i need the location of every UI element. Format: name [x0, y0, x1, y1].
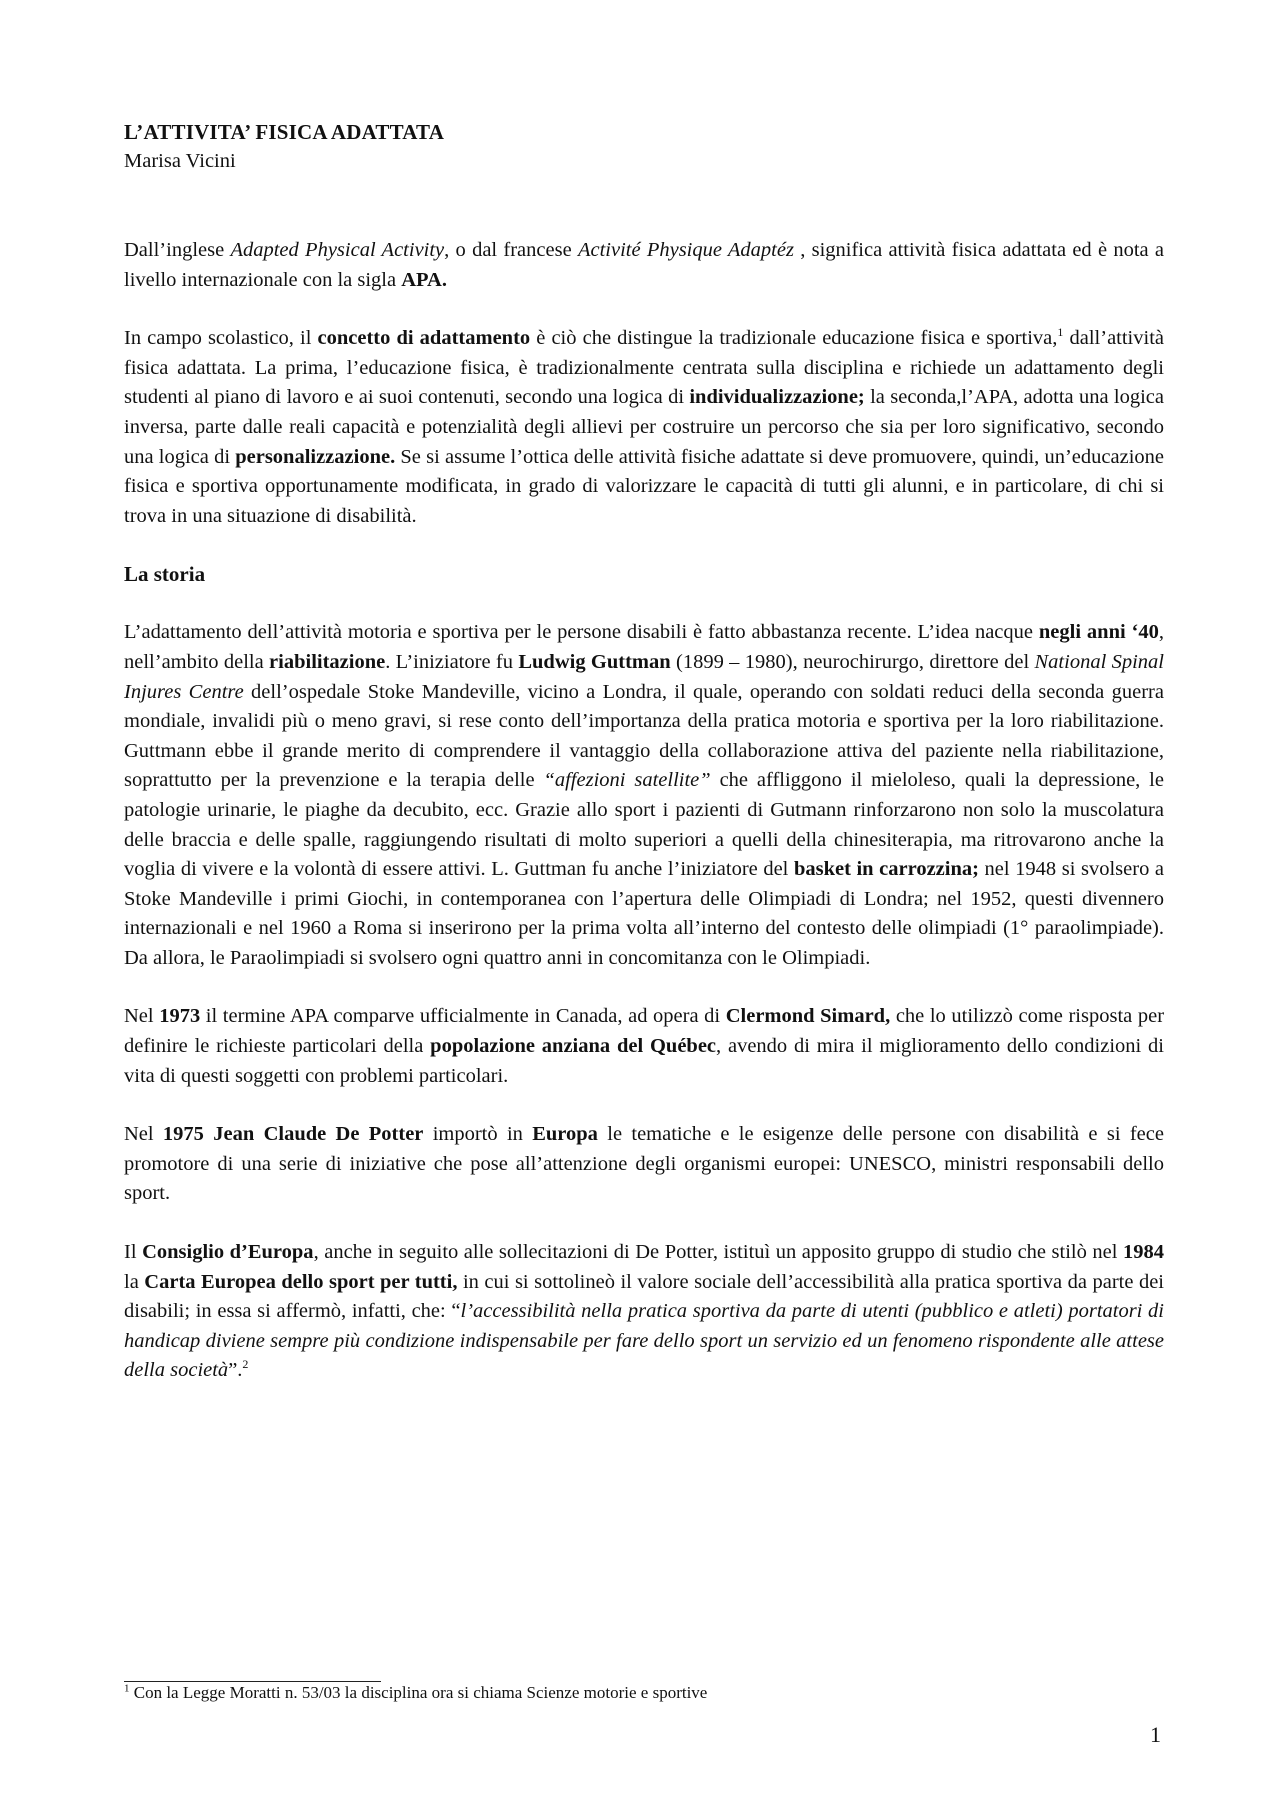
- footnote-divider: [124, 1681, 381, 1682]
- intro-paragraph: [124, 236, 1164, 295]
- section-heading: La storia: [124, 562, 206, 587]
- text-run: ”.: [228, 1359, 243, 1382]
- text-run: il termine APA comparve ufficialmente in Canada, ad opera di: [200, 1005, 726, 1028]
- bold-run: Consiglio d’Europa: [142, 1241, 314, 1264]
- bold-run: Carta Europea dello sport per tutti,: [144, 1270, 458, 1293]
- text-run: dell’ospedale Stoke Mandeville, vicino a Londra, il quale, operando con soldati reduci della seconda guerra mondiale, invalidi più o meno gravi, si rese conto dell’importanza della pratica motoria e sportiva per la loro riabilitazione. Guttmann ebbe il grande merito di comprendere il vantaggio della collaborazione attiva del paziente nella riabilitazione, soprattutto per la prevenzione e la terapia delle: [124, 680, 1164, 792]
- document-page: [124, 118, 1164, 1386]
- text-run: nel 1948 si svolsero a Stoke Mandeville i primi Giochi, in contemporanea con l’apertura delle Olimpiadi di Londra; nel 1952, questi divennero internazionali e nel 1960 a Roma si inserirono per la prima volta all’interno del contesto delle olimpiadi (1° paraolimpiade). Da allora, le Paraolimpiadi si svolsero ogni quattro anni in concomitanza con le Olimpiadi.: [124, 858, 1164, 969]
- council-paragraph: [124, 1238, 1164, 1386]
- footnote-text: Con la Legge Moratti n. 53/03 la disciplina ora si chiama Scienze motorie e sportive: [129, 1683, 708, 1702]
- europe-paragraph: [124, 1120, 1164, 1209]
- italic-run: National Spinal Injures Centre: [124, 650, 1165, 703]
- text-run: , anche in seguito alle sollecitazioni di De Potter, istituì un apposito gruppo di studio che stilò nel: [313, 1241, 1123, 1264]
- bold-run: concetto di adattamento: [317, 327, 531, 350]
- text-run: la seconda,l’APA, adotta una logica inversa, parte dalle reali capacità e potenzialità degli allievi per costruire un percorso che sia per loro significativo, secondo una logica di: [124, 386, 1164, 468]
- bold-run: 1973: [159, 1005, 201, 1028]
- author-name: Marisa Vicini: [124, 150, 236, 172]
- bold-run: Clermond Simard,: [725, 1005, 891, 1028]
- text-run: importò in: [423, 1123, 533, 1146]
- italic-run: Activité Physique Adaptéz: [577, 239, 794, 261]
- text-run: è ciò che distingue la tradizionale educazione fisica e sportiva,: [530, 327, 1058, 350]
- italic-quote: l’accessibilità nella pratica sportiva da parte di utenti (pubblico e atleti) portatori di handicap diviene sempre più condizione indispensabile per fare dello sport un servizio ed un fenomeno rispondente alle attese della società: [124, 1300, 1165, 1382]
- text-run: la: [124, 1270, 145, 1293]
- bold-run: 1975 Jean Claude De Potter: [162, 1123, 424, 1146]
- text-run: In campo scolastico, il: [124, 327, 318, 350]
- bold-run: APA.: [401, 268, 447, 291]
- bold-run: negli anni ‘40: [1038, 621, 1159, 644]
- footnote-ref[interactable]: 2: [242, 1357, 249, 1372]
- document-title: L’ATTIVITA’ FISICA ADATTATA: [124, 120, 445, 144]
- bold-run: 1984: [1123, 1241, 1164, 1264]
- text-run: le tematiche e le esigenze delle persone con disabilità e si fece promotore di una serie di iniziative che pose all’attenzione degli organismi europei: UNESCO, ministri responsabili dello sport.: [124, 1123, 1164, 1205]
- bold-run: popolazione anziana del Québec: [430, 1035, 717, 1058]
- text-run: dall’attività fisica adattata. La prima, l’educazione fisica, è tradizionalmente centrata sulla disciplina e richiede un adattamento degli studenti al piano di lavoro e ai suoi contenuti, secondo una logica di: [124, 327, 1164, 409]
- text-run: , avendo di mira il miglioramento dello condizioni di vita di questi soggetti con problemi particolari.: [124, 1035, 1165, 1087]
- text-run: Nel: [124, 1123, 163, 1146]
- text-run: , o dal francese: [444, 239, 578, 261]
- text-run: . L’iniziatore fu: [385, 650, 519, 673]
- footnote: [124, 1683, 707, 1703]
- school-paragraph: [124, 324, 1164, 531]
- footnote-ref[interactable]: 1: [1057, 325, 1064, 340]
- bold-run: Europa: [532, 1123, 598, 1146]
- bold-run: riabilitazione: [269, 650, 386, 673]
- bold-run: individualizzazione;: [689, 386, 865, 409]
- footnote-number: 1: [124, 1682, 130, 1695]
- bold-run: personalizzazione.: [235, 445, 396, 468]
- italic-run: Adapted Physical Activity: [230, 239, 445, 261]
- text-run: Dall’inglese: [124, 239, 231, 261]
- text-run: che affliggono il mieloleso, quali la depressione, le patologie urinarie, le piaghe da decubito, ecc. Grazie allo sport i pazienti di Gutmann rinforzarono non solo la muscolatura delle braccia e delle spalle, raggiungendo risultati di molto superiori a quelli della chinesiterapia, ma ritrovarono anche la voglia di vivere e la volontà di essere attivi. L. Guttman fu anche l’iniziatore del: [124, 769, 1164, 881]
- text-run: in cui si sottolineò il valore sociale dell’accessibilità alla pratica sportiva da parte dei disabili; in essa si affermò, infatti, che: “: [124, 1270, 1164, 1323]
- bold-run: basket in carrozzina;: [793, 858, 979, 881]
- page-number: 1: [1150, 1722, 1161, 1747]
- text-run: Nel: [124, 1005, 160, 1028]
- text-run: L’adattamento dell’attività motoria e sportiva per le persone disabili è fatto abbastanza recente. L’idea nacque: [124, 621, 1039, 644]
- text-run: , nell’ambito della: [124, 621, 1164, 673]
- text-run: (1899 – 1980), neurochirurgo, direttore del: [670, 650, 1035, 673]
- text-run: Se si assume l’ottica delle attività fisiche adattate si deve promuovere, quindi, un’educazione fisica e sportiva opportunamente modificata, in grado di valorizzare le capacità di tutti gli alunni, e in particolare, di chi si trova in una situazione di disabilità.: [124, 445, 1165, 527]
- text-run: che lo utilizzò come risposta per definire le richieste particolari della: [124, 1005, 1165, 1058]
- history-paragraph: [124, 618, 1164, 973]
- canada-paragraph: [124, 1002, 1164, 1091]
- text-run: , significa attività fisica adattata ed è nota a livello internazionale con la sigla: [124, 239, 1164, 291]
- text-run: Il: [124, 1241, 143, 1264]
- italic-run: “affezioni satellite”: [543, 769, 711, 792]
- bold-run: Ludwig Guttman: [518, 650, 671, 673]
